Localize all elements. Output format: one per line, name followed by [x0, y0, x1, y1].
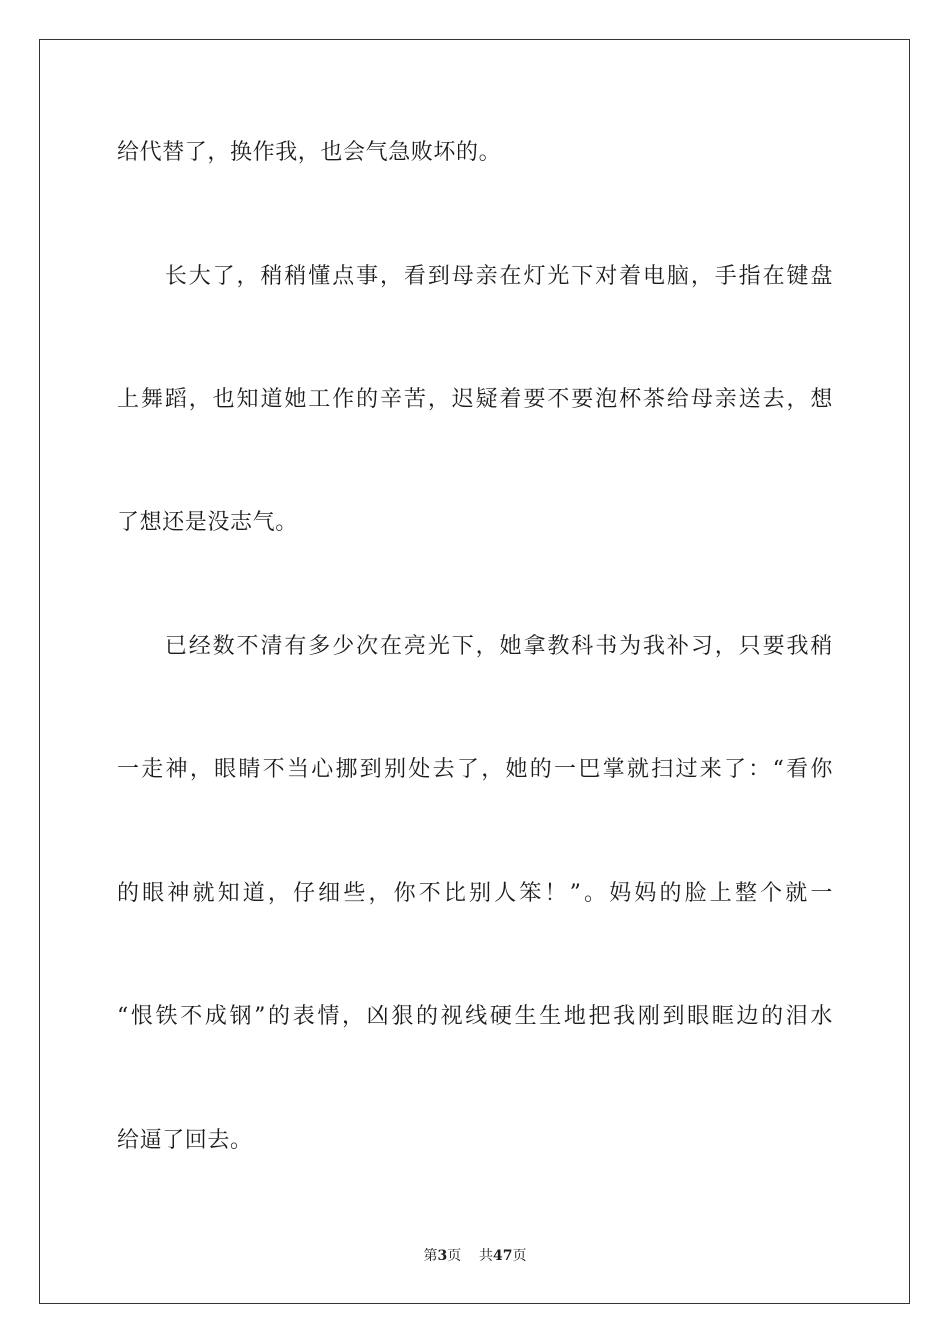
text-line: 给逼了回去。: [117, 1128, 253, 1153]
text-line: 上舞蹈，也知道她工作的辛苦，迟疑着要不要泡杯茶给母亲送去，想: [117, 387, 833, 412]
page-number: 3: [437, 1248, 448, 1264]
text-line: 已经数不清有多少次在亮光下，她拿教科书为我补习，只要我稍: [117, 634, 833, 659]
text-line: “恨铁不成钢”的表情，凶狠的视线硬生生地把我刚到眼眶边的泪水: [117, 1004, 833, 1029]
text-line: 给代替了，换作我，也会气急败坏的。: [117, 140, 502, 165]
text-line: 长大了，稍稍懂点事，看到母亲在灯光下对着电脑，手指在键盘: [117, 264, 833, 289]
page-prefix: 第: [423, 1248, 438, 1264]
total-pages: 47: [493, 1248, 513, 1264]
page-footer: [0, 1246, 950, 1266]
total-prefix: 共: [479, 1248, 494, 1264]
text-line: 一走神，眼睛不当心挪到别处去了，她的一巴掌就扫过来了：“看你: [117, 757, 833, 782]
total-suffix: 页: [512, 1248, 527, 1264]
page-suffix: 页: [447, 1248, 462, 1264]
text-line: 的眼神就知道，仔细些，你不比别人笨！”。妈妈的脸上整个就一: [117, 881, 833, 906]
text-line: 了想还是没志气。: [117, 510, 298, 535]
page-border: [39, 39, 910, 1304]
